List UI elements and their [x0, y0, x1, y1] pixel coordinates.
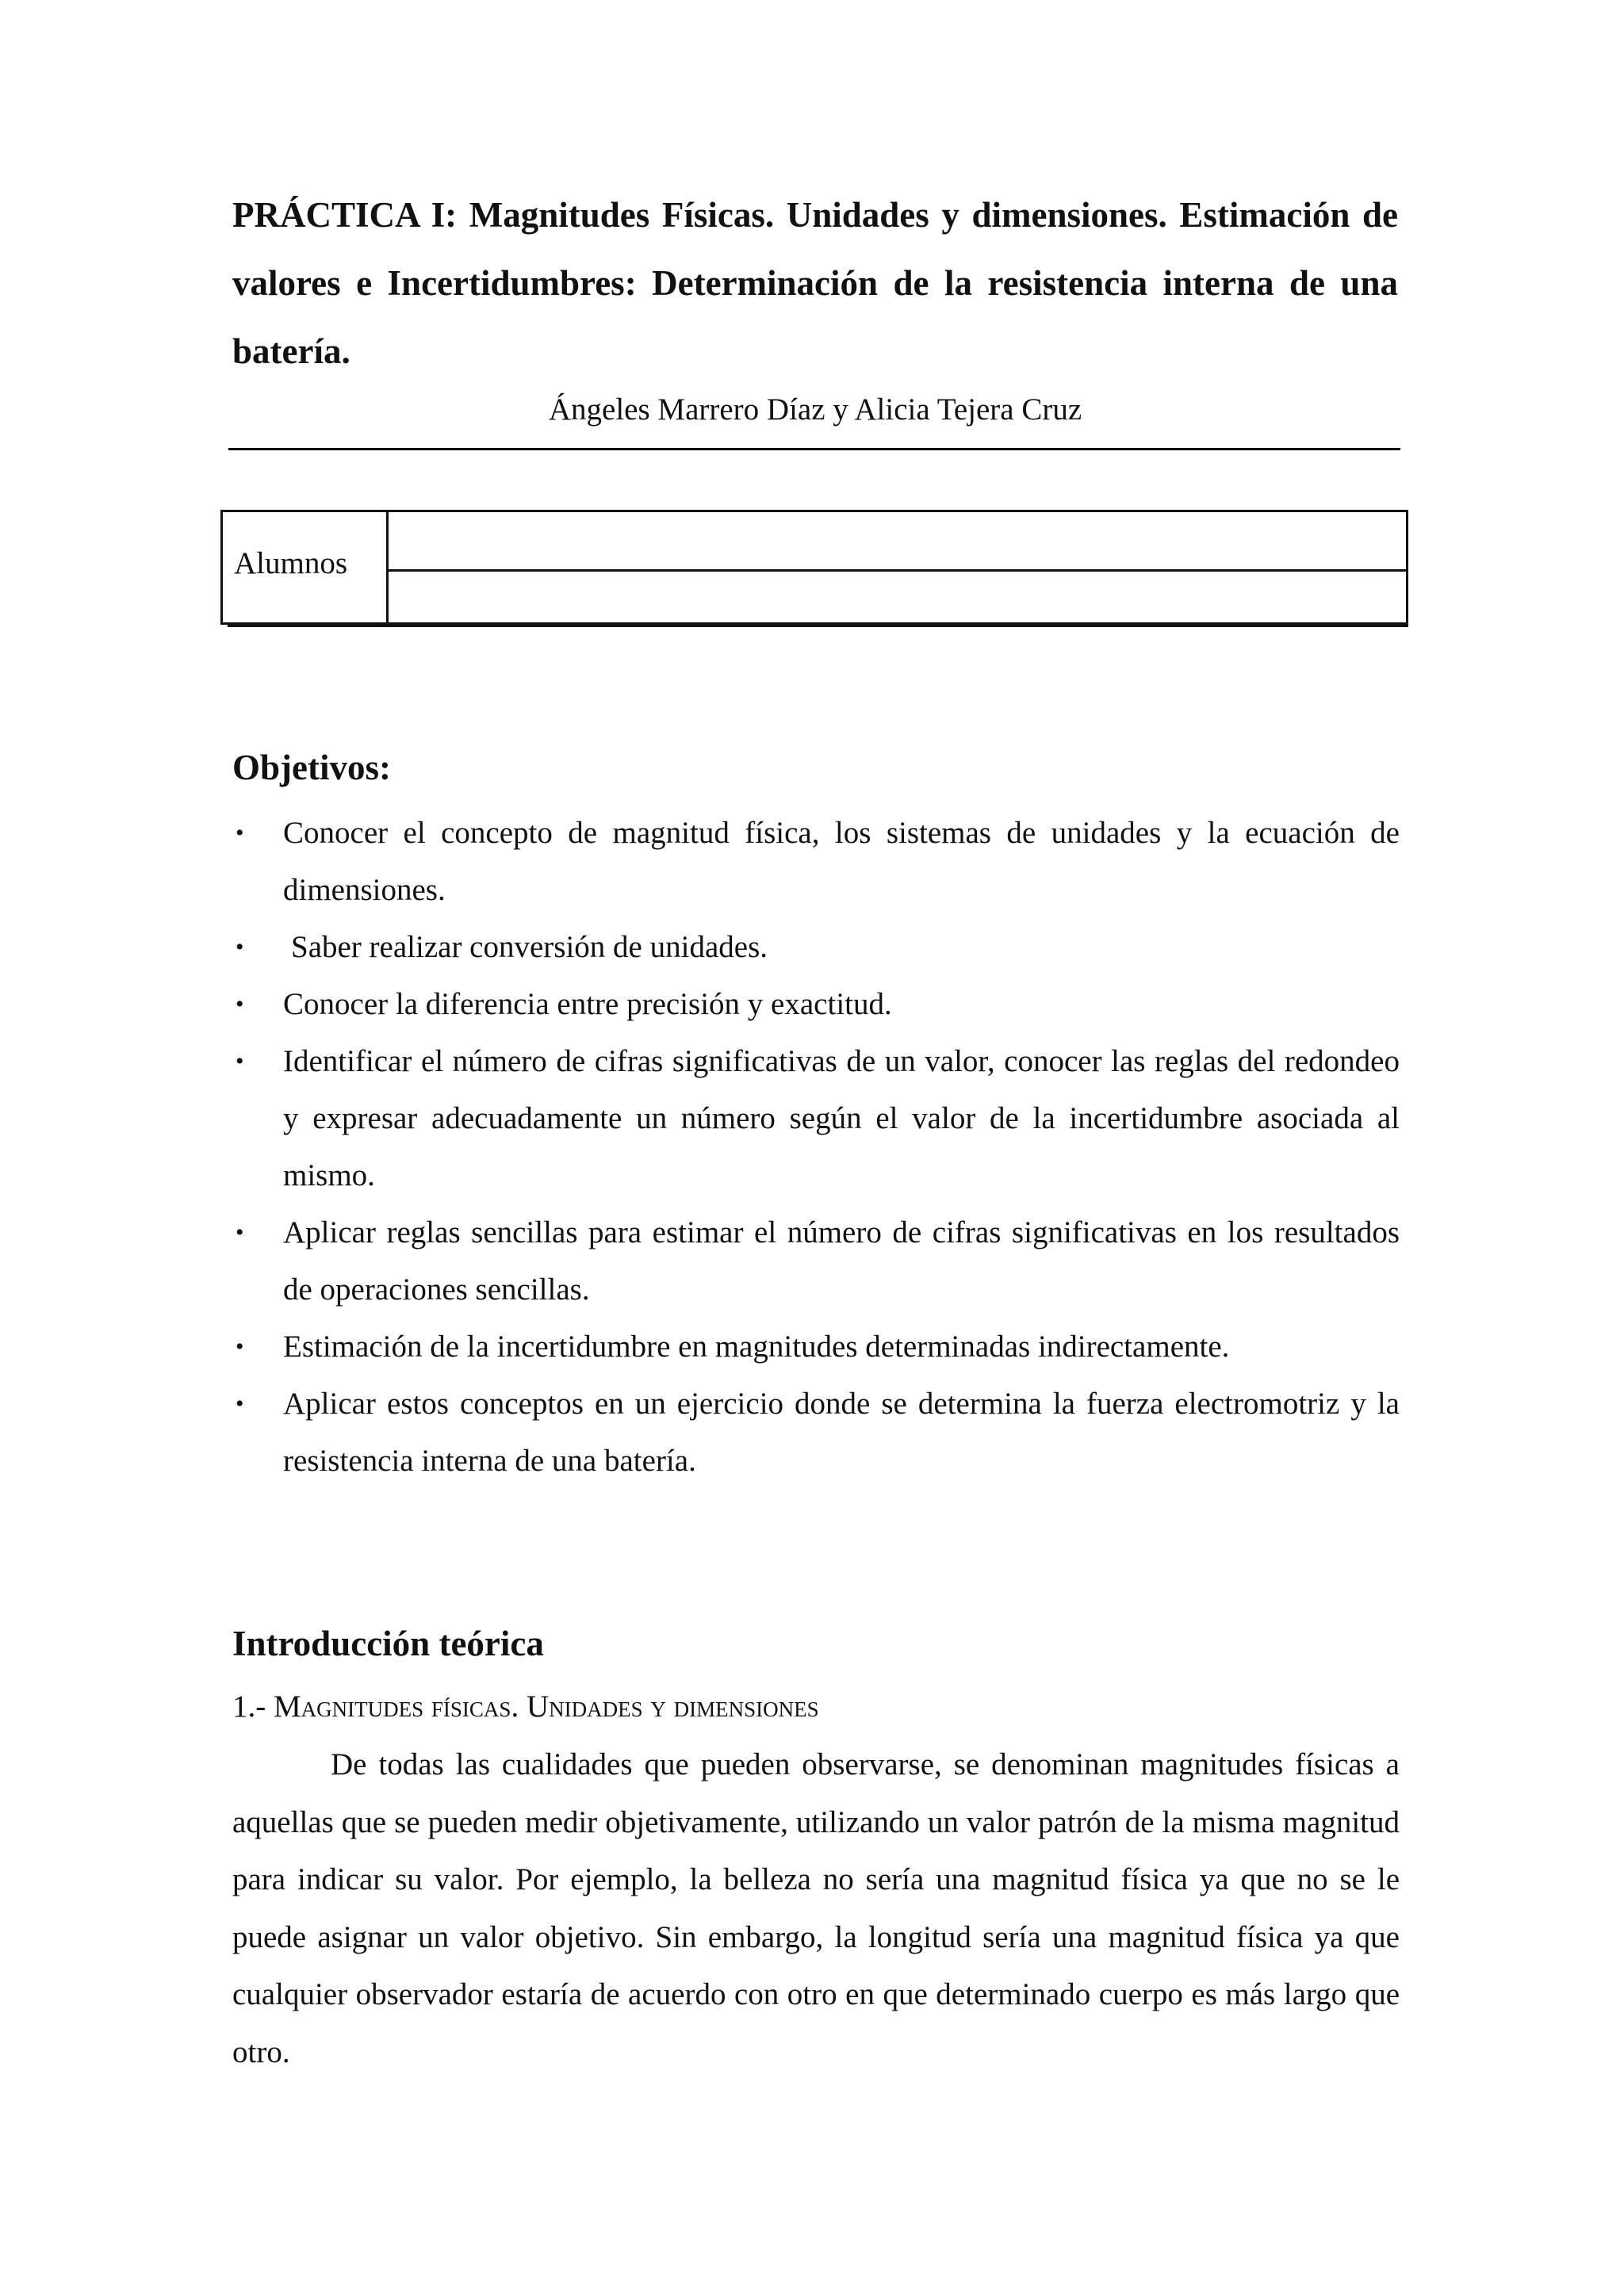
- objectives-list: [232, 805, 1400, 1490]
- document-title: PRÁCTICA I: Magnitudes Físicas. Unidades y dimensiones. Estimación de valores e Incertidumbres: Determinación de la resistencia interna de una batería.: [232, 195, 1398, 371]
- bullet-icon: •: [236, 1334, 244, 1360]
- title-divider: [228, 448, 1400, 450]
- list-item: [232, 1033, 1400, 1204]
- objective-text: Identificar el número de cifras significativas de un valor, conocer las reglas del redondeo y expresar adecuadamente un número según el valor de la incertidumbre asociada al mismo.: [283, 1044, 1400, 1192]
- objective-text: Saber realizar conversión de unidades.: [291, 930, 768, 964]
- bullet-icon: •: [236, 1391, 244, 1417]
- bullet-icon: •: [236, 820, 244, 846]
- authors-line: Ángeles Marrero Díaz y Alicia Tejera Cruz: [548, 392, 1082, 427]
- bullet-icon: •: [236, 1219, 244, 1246]
- objectives-heading: Objetivos:: [232, 748, 391, 787]
- bullet-icon: •: [236, 991, 244, 1017]
- bullet-icon: •: [236, 934, 244, 960]
- alumnos-table-bottom-rule: [228, 625, 1408, 627]
- objective-text: Aplicar estos conceptos en un ejercicio donde se determina la fuerza electromotriz y la resistencia interna de una batería.: [283, 1387, 1400, 1478]
- objective-text: Conocer el concepto de magnitud física, los sistemas de unidades y la ecuación de dimensiones.: [283, 816, 1400, 907]
- bullet-icon: •: [236, 1048, 244, 1074]
- section-subheading: 1.- Magnitudes físicas. Unidades y dimensiones: [232, 1689, 819, 1724]
- alumnos-name-field-1[interactable]: [391, 512, 1403, 568]
- list-item: [232, 1318, 1400, 1376]
- alumnos-column-divider: [386, 512, 389, 622]
- alumnos-label: Alumnos: [234, 546, 348, 580]
- list-item: [232, 976, 1400, 1033]
- objective-text: Aplicar reglas sencillas para estimar el número de cifras significativas en los resultados de operaciones sencillas.: [283, 1215, 1400, 1307]
- list-item: [232, 1204, 1400, 1318]
- list-item: [232, 805, 1400, 919]
- alumnos-name-field-2[interactable]: [391, 572, 1403, 627]
- objective-text: Conocer la diferencia entre precisión y exactitud.: [283, 987, 892, 1021]
- list-item: [232, 1376, 1400, 1490]
- intro-paragraph: De todas las cualidades que pueden observarse, se denominan magnitudes físicas a aquellas que se pueden medir objetivamente, utilizando un valor patrón de la misma magnitud para indicar su valor. Por ejemplo, la belleza no sería una magnitud física ya que no se le puede asignar un valor objetivo. Sin embargo, la longitud sería una magnitud física ya que cualquier observador estaría de acuerdo con otro en que determinado cuerpo es más largo que otro.: [232, 1747, 1400, 2069]
- objective-text: Estimación de la incertidumbre en magnitudes determinadas indirectamente.: [283, 1330, 1230, 1364]
- intro-heading: Introducción teórica: [232, 1624, 544, 1663]
- alumnos-table: [220, 510, 1408, 625]
- list-item: [232, 919, 1400, 976]
